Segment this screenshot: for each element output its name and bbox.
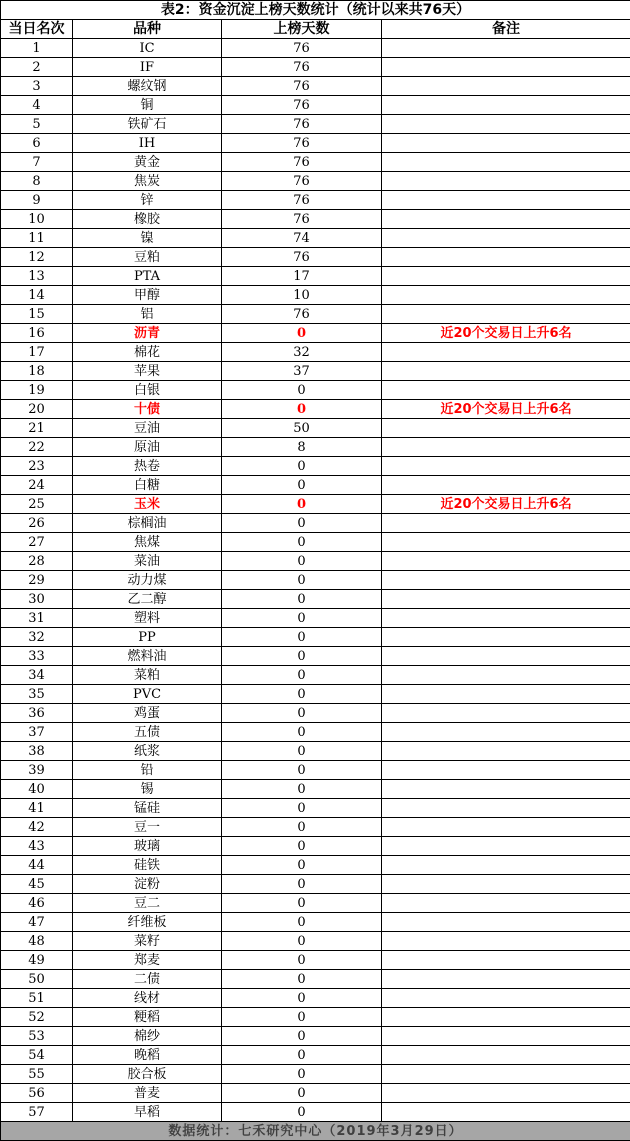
name-cell: 五债 [73,723,222,742]
name-cell: 十债 [73,400,222,419]
rank-cell: 22 [1,438,73,457]
name-cell: 锰硅 [73,799,222,818]
name-cell: 白银 [73,381,222,400]
table-row [1,248,630,267]
table-row [1,457,630,476]
note-cell [382,609,630,628]
days-cell: 0 [222,989,382,1008]
days-cell: 0 [222,780,382,799]
days-cell: 0 [222,514,382,533]
days-cell: 0 [222,324,382,343]
name-cell: 菜油 [73,552,222,571]
note-cell [382,1008,630,1027]
note-cell [382,552,630,571]
table-row [1,875,630,894]
days-cell: 76 [222,134,382,153]
note-cell [382,799,630,818]
days-cell: 10 [222,286,382,305]
days-cell: 76 [222,248,382,267]
note-cell [382,856,630,875]
rank-cell: 42 [1,818,73,837]
note-cell [382,1027,630,1046]
note-cell [382,989,630,1008]
rank-cell: 38 [1,742,73,761]
rank-cell: 55 [1,1065,73,1084]
table-row [1,951,630,970]
name-cell: 纤维板 [73,913,222,932]
days-cell: 0 [222,685,382,704]
table-row [1,666,630,685]
table-row [1,324,630,343]
note-cell [382,628,630,647]
days-cell: 0 [222,647,382,666]
name-cell: 硅铁 [73,856,222,875]
rank-cell: 56 [1,1084,73,1103]
header-days: 上榜天数 [222,20,382,39]
name-cell: 玉米 [73,495,222,514]
table-row [1,172,630,191]
note-cell [382,115,630,134]
name-cell: 菜粕 [73,666,222,685]
name-cell: 棕榈油 [73,514,222,533]
table-row [1,685,630,704]
days-cell: 0 [222,856,382,875]
rank-cell: 25 [1,495,73,514]
rank-cell: 28 [1,552,73,571]
table-row [1,191,630,210]
name-cell: 二债 [73,970,222,989]
note-cell [382,96,630,115]
table-row [1,780,630,799]
days-cell: 0 [222,609,382,628]
table-row [1,742,630,761]
table-row [1,115,630,134]
name-cell: 棉花 [73,343,222,362]
table-row [1,1065,630,1084]
name-cell: 燃料油 [73,647,222,666]
days-cell: 76 [222,305,382,324]
days-cell: 0 [222,533,382,552]
note-cell: 近20个交易日上升6名 [382,324,630,343]
rank-cell: 17 [1,343,73,362]
header-note: 备注 [382,20,630,39]
days-cell: 0 [222,590,382,609]
rank-cell: 20 [1,400,73,419]
note-cell [382,894,630,913]
note-cell [382,172,630,191]
name-cell: 铝 [73,305,222,324]
rank-cell: 43 [1,837,73,856]
name-cell: IF [73,58,222,77]
note-cell [382,1065,630,1084]
days-cell: 17 [222,267,382,286]
rank-cell: 41 [1,799,73,818]
rank-cell: 30 [1,590,73,609]
header-rank: 当日名次 [1,20,73,39]
note-cell [382,571,630,590]
rank-cell: 51 [1,989,73,1008]
name-cell: 棉纱 [73,1027,222,1046]
note-cell [382,875,630,894]
note-cell [382,533,630,552]
table-row [1,343,630,362]
days-cell: 76 [222,39,382,58]
table-row [1,647,630,666]
table-row [1,552,630,571]
rank-cell: 37 [1,723,73,742]
name-cell: 晚稻 [73,1046,222,1065]
note-cell [382,590,630,609]
table-row [1,856,630,875]
table-title-row [1,1,630,20]
note-cell [382,723,630,742]
table-row [1,267,630,286]
name-cell: 纸浆 [73,742,222,761]
note-cell [382,457,630,476]
rank-cell: 44 [1,856,73,875]
note-cell [382,39,630,58]
name-cell: 沥青 [73,324,222,343]
table-title: 表2：资金沉淀上榜天数统计（统计以来共76天） [1,1,630,20]
note-cell: 近20个交易日上升6名 [382,495,630,514]
days-cell: 76 [222,153,382,172]
rank-cell: 31 [1,609,73,628]
note-cell [382,153,630,172]
name-cell: 铁矿石 [73,115,222,134]
name-cell: PP [73,628,222,647]
note-cell [382,362,630,381]
name-cell: 螺纹钢 [73,77,222,96]
days-cell: 0 [222,571,382,590]
rank-cell: 57 [1,1103,73,1122]
rank-cell: 39 [1,761,73,780]
table-row [1,58,630,77]
days-cell: 0 [222,875,382,894]
table-row [1,400,630,419]
days-cell: 76 [222,77,382,96]
rank-cell: 27 [1,533,73,552]
table-row [1,799,630,818]
table-row [1,609,630,628]
days-cell: 0 [222,894,382,913]
rank-cell: 21 [1,419,73,438]
rank-cell: 47 [1,913,73,932]
table-row [1,476,630,495]
note-cell [382,343,630,362]
name-cell: 焦炭 [73,172,222,191]
name-cell: 焦煤 [73,533,222,552]
source-footer: 数据统计：七禾研究中心（2019年3月29日） [1,1122,630,1141]
table-row [1,970,630,989]
table-row [1,77,630,96]
table-row [1,1027,630,1046]
header-name: 品种 [73,20,222,39]
days-cell: 0 [222,457,382,476]
days-cell: 0 [222,704,382,723]
name-cell: 橡胶 [73,210,222,229]
rank-cell: 12 [1,248,73,267]
days-cell: 0 [222,818,382,837]
table-row [1,153,630,172]
name-cell: 白糖 [73,476,222,495]
name-cell: 锌 [73,191,222,210]
name-cell: 热卷 [73,457,222,476]
rank-cell: 54 [1,1046,73,1065]
name-cell: 郑麦 [73,951,222,970]
note-cell [382,210,630,229]
name-cell: 豆一 [73,818,222,837]
rank-cell: 32 [1,628,73,647]
header-row [1,20,630,39]
name-cell: 铜 [73,96,222,115]
days-cell: 0 [222,913,382,932]
name-cell: 线材 [73,989,222,1008]
name-cell: IH [73,134,222,153]
days-cell: 0 [222,1065,382,1084]
rank-cell: 7 [1,153,73,172]
name-cell: 玻璃 [73,837,222,856]
table-row [1,381,630,400]
table-row [1,419,630,438]
rank-cell: 34 [1,666,73,685]
rank-cell: 15 [1,305,73,324]
name-cell: 乙二醇 [73,590,222,609]
rank-cell: 18 [1,362,73,381]
note-cell [382,286,630,305]
name-cell: 淀粉 [73,875,222,894]
note-cell [382,191,630,210]
days-cell: 0 [222,837,382,856]
name-cell: IC [73,39,222,58]
note-cell [382,1103,630,1122]
name-cell: PVC [73,685,222,704]
rank-cell: 29 [1,571,73,590]
rank-cell: 23 [1,457,73,476]
note-cell [382,305,630,324]
days-cell: 0 [222,742,382,761]
days-cell: 0 [222,932,382,951]
note-cell [382,229,630,248]
table-row [1,305,630,324]
table-row [1,894,630,913]
note-cell [382,514,630,533]
table-row [1,1084,630,1103]
days-cell: 0 [222,1103,382,1122]
rank-cell: 13 [1,267,73,286]
rank-cell: 2 [1,58,73,77]
name-cell: 镍 [73,229,222,248]
table-row [1,514,630,533]
rank-cell: 6 [1,134,73,153]
days-cell: 0 [222,476,382,495]
rank-cell: 4 [1,96,73,115]
table-row [1,1046,630,1065]
note-cell [382,837,630,856]
table-row [1,210,630,229]
rank-cell: 53 [1,1027,73,1046]
days-cell: 0 [222,1046,382,1065]
name-cell: 黄金 [73,153,222,172]
days-cell: 0 [222,1027,382,1046]
days-cell: 0 [222,400,382,419]
days-cell: 0 [222,970,382,989]
rank-cell: 8 [1,172,73,191]
table-row [1,39,630,58]
note-cell [382,248,630,267]
name-cell: 豆粕 [73,248,222,267]
rank-cell: 14 [1,286,73,305]
days-cell: 0 [222,799,382,818]
name-cell: 苹果 [73,362,222,381]
rank-cell: 46 [1,894,73,913]
days-cell: 0 [222,723,382,742]
name-cell: 原油 [73,438,222,457]
note-cell [382,780,630,799]
table-row [1,134,630,153]
name-cell: 豆二 [73,894,222,913]
days-cell: 0 [222,761,382,780]
note-cell [382,1046,630,1065]
note-cell [382,685,630,704]
rank-cell: 9 [1,191,73,210]
rank-cell: 49 [1,951,73,970]
table-row [1,571,630,590]
table-row [1,286,630,305]
days-cell: 76 [222,172,382,191]
name-cell: 甲醇 [73,286,222,305]
rank-cell: 5 [1,115,73,134]
note-cell [382,761,630,780]
days-cell: 0 [222,666,382,685]
days-cell: 0 [222,628,382,647]
rank-cell: 26 [1,514,73,533]
table-row [1,495,630,514]
note-cell [382,1084,630,1103]
table-row [1,628,630,647]
rank-cell: 33 [1,647,73,666]
name-cell: 豆油 [73,419,222,438]
table-row [1,704,630,723]
rank-cell: 19 [1,381,73,400]
note-cell [382,647,630,666]
table-row [1,1103,630,1122]
rank-cell: 50 [1,970,73,989]
note-cell [382,666,630,685]
note-cell: 近20个交易日上升6名 [382,400,630,419]
rank-cell: 10 [1,210,73,229]
rank-cell: 35 [1,685,73,704]
note-cell [382,704,630,723]
note-cell [382,818,630,837]
rank-cell: 1 [1,39,73,58]
days-cell: 0 [222,381,382,400]
note-cell [382,932,630,951]
rank-cell: 16 [1,324,73,343]
table-row [1,723,630,742]
days-cell: 76 [222,191,382,210]
note-cell [382,951,630,970]
table-row [1,229,630,248]
rank-cell: 3 [1,77,73,96]
days-cell: 0 [222,1084,382,1103]
table-row [1,818,630,837]
name-cell: 早稻 [73,1103,222,1122]
note-cell [382,58,630,77]
table-row [1,837,630,856]
name-cell: 普麦 [73,1084,222,1103]
table-row [1,362,630,381]
table-row [1,913,630,932]
days-cell: 50 [222,419,382,438]
note-cell [382,913,630,932]
days-cell: 0 [222,1008,382,1027]
days-cell: 74 [222,229,382,248]
note-cell [382,134,630,153]
table-row [1,932,630,951]
note-cell [382,970,630,989]
note-cell [382,267,630,286]
footer-row [1,1122,630,1141]
days-cell: 76 [222,96,382,115]
days-cell: 37 [222,362,382,381]
rank-cell: 52 [1,1008,73,1027]
table-row [1,761,630,780]
table-row [1,533,630,552]
rank-cell: 45 [1,875,73,894]
name-cell: 胶合板 [73,1065,222,1084]
note-cell [382,438,630,457]
name-cell: 粳稻 [73,1008,222,1027]
name-cell: 鸡蛋 [73,704,222,723]
table-row [1,590,630,609]
name-cell: 塑料 [73,609,222,628]
rank-cell: 48 [1,932,73,951]
days-cell: 76 [222,115,382,134]
days-cell: 76 [222,210,382,229]
note-cell [382,742,630,761]
rank-cell: 24 [1,476,73,495]
rank-cell: 36 [1,704,73,723]
table-row [1,1008,630,1027]
days-cell: 76 [222,58,382,77]
rank-cell: 40 [1,780,73,799]
note-cell [382,77,630,96]
table-row [1,438,630,457]
table-row [1,989,630,1008]
name-cell: 铅 [73,761,222,780]
days-cell: 8 [222,438,382,457]
note-cell [382,381,630,400]
days-cell: 0 [222,495,382,514]
name-cell: 动力煤 [73,571,222,590]
note-cell [382,419,630,438]
days-cell: 0 [222,552,382,571]
days-cell: 0 [222,951,382,970]
days-cell: 32 [222,343,382,362]
name-cell: 锡 [73,780,222,799]
note-cell [382,476,630,495]
name-cell: 菜籽 [73,932,222,951]
rank-cell: 11 [1,229,73,248]
table-row [1,96,630,115]
name-cell: PTA [73,267,222,286]
